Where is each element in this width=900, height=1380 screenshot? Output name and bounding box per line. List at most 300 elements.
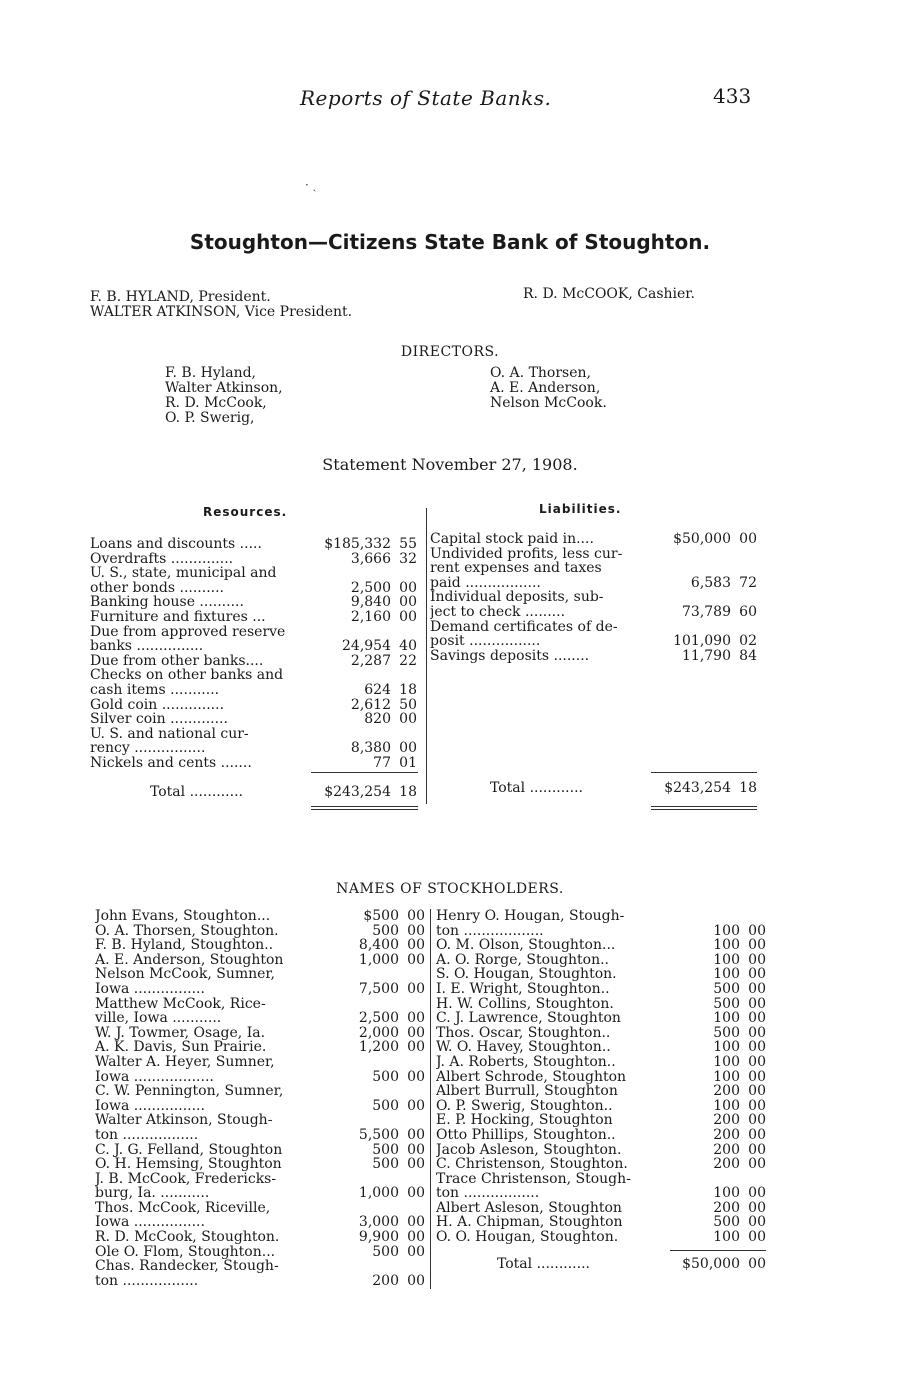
resource-row [90, 639, 417, 654]
stockholder-row [436, 924, 766, 939]
row-cents: 00 [407, 1185, 425, 1202]
row-amount: 500 [713, 1024, 740, 1041]
running-title: Reports of State Banks. [300, 86, 552, 110]
row-label: H. W. Collins, Stoughton. [436, 996, 614, 1012]
liabilities-table [430, 532, 757, 663]
stockholder-row [436, 1055, 766, 1070]
stockholder-row [95, 1099, 425, 1114]
directors-column-2 [490, 366, 607, 411]
resource-row [90, 756, 417, 771]
row-amount [303, 566, 391, 581]
stockholder-row [95, 909, 425, 924]
row-amount: 200 [713, 1199, 740, 1216]
resource-row [90, 683, 417, 698]
row-cents: 00 [748, 1156, 766, 1173]
row-amount: 100 [713, 966, 740, 983]
stockholders-left [95, 909, 425, 1288]
stockholder-row [436, 1230, 766, 1245]
row-label: Iowa .................. [95, 1069, 214, 1085]
row-cents: 22 [399, 652, 417, 669]
row-cents [399, 1113, 425, 1128]
row-amount [651, 561, 731, 576]
row-label: Individual deposits, sub- [430, 590, 604, 605]
row-amount: 200 [713, 1083, 740, 1100]
row-amount: 101,090 [673, 633, 731, 650]
liability-row [430, 547, 757, 562]
total-amount: $243,254 [664, 780, 731, 796]
row-amount: 1,200 [358, 1039, 399, 1056]
row-amount: 200 [713, 1141, 740, 1158]
row-label: A. E. Anderson, Stoughton [95, 952, 284, 968]
resource-row [90, 654, 417, 669]
row-amount [319, 1201, 399, 1216]
row-label: C. J. G. Felland, Stoughton [95, 1142, 283, 1158]
row-cents [740, 1172, 766, 1187]
liability-row [430, 576, 757, 591]
row-amount: 6,583 [690, 574, 731, 591]
stockholder-row [436, 1099, 766, 1114]
row-label: rent expenses and taxes [430, 561, 602, 576]
row-cents [391, 566, 417, 581]
row-label: E. P. Hocking, Stoughton [436, 1113, 613, 1128]
liability-row [430, 649, 757, 664]
stockholder-row [95, 1070, 425, 1085]
row-label: Walter Atkinson, Stough- [95, 1113, 273, 1128]
row-cents: 00 [407, 1010, 425, 1027]
column-divider [426, 508, 427, 804]
resource-row [90, 741, 417, 756]
resource-row [90, 698, 417, 713]
row-cents [399, 1201, 425, 1216]
print-speck: · ˏ [305, 178, 317, 192]
row-cents: 00 [739, 531, 757, 547]
row-amount: 8,380 [350, 740, 391, 757]
row-cents: 00 [748, 1053, 766, 1070]
resources-total [150, 784, 417, 800]
stockholder-row [436, 1070, 766, 1085]
stockholder-row [436, 1040, 766, 1055]
row-amount: 820 [364, 711, 391, 728]
director-name: F. B. Hyland, [165, 365, 256, 381]
row-cents: 40 [399, 638, 417, 655]
row-cents: 00 [407, 1126, 425, 1143]
row-amount: $185,332 [324, 536, 391, 552]
row-label: A. O. Rorge, Stoughton.. [436, 952, 609, 968]
stockholder-row [95, 1040, 425, 1055]
row-amount: 9,840 [350, 594, 391, 611]
row-label: Banking house .......... [90, 595, 244, 610]
row-amount: 200 [713, 1112, 740, 1129]
row-label: Nickels and cents ....... [90, 755, 252, 771]
officer-president: F. B. HYLAND, President. [90, 289, 271, 305]
director-name: Walter Atkinson, [165, 380, 283, 396]
liability-row [430, 620, 757, 635]
row-label: R. D. McCook, Stoughton. [95, 1230, 280, 1245]
row-label: posit ................ [430, 634, 541, 649]
row-cents: 00 [407, 951, 425, 968]
row-label: Capital stock paid in.... [430, 532, 594, 547]
row-label: Jacob Asleson, Stoughton. [436, 1142, 622, 1158]
row-amount: 1,000 [358, 951, 399, 968]
row-label: burg, Ia. ........... [95, 1186, 210, 1201]
officers-left [90, 290, 352, 320]
total-label: Total ............ [490, 780, 583, 796]
row-label: Trace Christenson, Stough- [436, 1171, 631, 1187]
row-amount: 100 [713, 1185, 740, 1202]
row-cents [399, 1259, 425, 1274]
resource-row [90, 566, 417, 581]
row-label: O. O. Hougan, Stoughton. [436, 1230, 619, 1245]
row-label: F. B. Hyland, Stoughton.. [95, 938, 274, 953]
row-cents [399, 1084, 425, 1099]
row-label: Matthew McCook, Rice- [95, 996, 266, 1012]
director-name: O. P. Swerig, [165, 410, 255, 426]
row-label: ject to check ......... [430, 604, 566, 620]
row-cents: 00 [748, 1126, 766, 1143]
row-label: Albert Burrull, Stoughton [436, 1084, 618, 1099]
row-amount [303, 625, 391, 640]
director-name: R. D. McCook, [165, 395, 267, 411]
resource-row [90, 537, 417, 552]
total-cents: 00 [748, 1256, 766, 1272]
stockholder-row [95, 982, 425, 997]
row-cents: 00 [748, 1083, 766, 1100]
stockholder-row [436, 1011, 766, 1026]
row-label: C. W. Pennington, Sumner, [95, 1084, 284, 1099]
liability-row [430, 605, 757, 620]
row-label: Henry O. Hougan, Stough- [436, 909, 625, 924]
row-label: W. O. Havey, Stoughton.. [436, 1040, 611, 1055]
row-label: Checks on other banks and [90, 668, 284, 683]
row-cents: 00 [407, 1156, 425, 1173]
stockholders-total-rule [670, 1250, 766, 1251]
row-label: H. A. Chipman, Stoughton [436, 1215, 623, 1231]
row-amount [660, 909, 740, 924]
row-cents [731, 620, 757, 635]
row-cents: 00 [748, 1112, 766, 1129]
total-amount: $243,254 [324, 784, 391, 800]
row-cents: 00 [748, 1141, 766, 1158]
row-amount: 500 [372, 1156, 399, 1173]
row-amount: 3,666 [350, 550, 391, 567]
total-rule [651, 772, 757, 773]
row-cents: 00 [748, 966, 766, 983]
row-amount [319, 1113, 399, 1128]
row-cents: 00 [748, 995, 766, 1012]
stockholder-row [95, 1274, 425, 1289]
row-amount: 200 [713, 1156, 740, 1173]
stockholder-row [95, 1055, 425, 1070]
row-amount [303, 727, 391, 742]
stockholder-row [436, 938, 766, 953]
stockholder-row [95, 1084, 425, 1099]
resource-row [90, 581, 417, 596]
officer-cashier: R. D. McCOOK, Cashier. [523, 286, 695, 302]
resource-row [90, 595, 417, 610]
row-amount: 5,500 [358, 1126, 399, 1143]
row-cents: 02 [739, 633, 757, 650]
row-cents: 55 [399, 536, 417, 552]
row-cents: 01 [399, 754, 417, 771]
liability-row [430, 590, 757, 605]
row-label: Thos. Oscar, Stoughton.. [436, 1025, 611, 1041]
row-label: O. M. Olson, Stoughton... [436, 938, 616, 953]
stockholder-row [436, 1186, 766, 1201]
row-label: A. K. Davis, Sun Prairie. [95, 1040, 267, 1055]
liability-row [430, 561, 757, 576]
row-label: rency ................ [90, 741, 206, 756]
row-label: other bonds .......... [90, 580, 225, 596]
row-cents: 00 [407, 1024, 425, 1041]
stockholder-row [436, 982, 766, 997]
total-double-rule [311, 809, 418, 810]
row-label: J. A. Roberts, Stoughton.. [436, 1054, 616, 1070]
stockholder-row [436, 953, 766, 968]
row-label: Furniture and fixtures ... [90, 609, 266, 625]
row-amount [319, 1172, 399, 1187]
row-amount: 500 [372, 1243, 399, 1260]
stockholder-row [95, 1011, 425, 1026]
stockholder-row [95, 1245, 425, 1260]
row-amount: 24,954 [342, 638, 391, 655]
row-amount: 100 [713, 937, 740, 954]
statement-date: Statement November 27, 1908. [322, 455, 578, 474]
row-label: ton ................. [436, 1186, 540, 1201]
row-cents: 00 [407, 1214, 425, 1231]
row-amount: 100 [713, 922, 740, 939]
row-label: Albert Schrode, Stoughton [436, 1069, 627, 1085]
row-cents: 00 [407, 1097, 425, 1114]
row-label: ton .................. [436, 923, 544, 939]
row-amount: 2,000 [358, 1024, 399, 1041]
row-amount [319, 1084, 399, 1099]
stockholder-row [436, 967, 766, 982]
row-label: O. A. Thorsen, Stoughton. [95, 923, 279, 939]
officer-vice-president: WALTER ATKINSON, Vice President. [90, 304, 353, 320]
row-amount: 100 [713, 1053, 740, 1070]
liability-row [430, 634, 757, 649]
total-cents: 18 [739, 780, 757, 796]
row-cents [399, 1055, 425, 1070]
row-label: I. E. Wright, Stoughton.. [436, 981, 610, 997]
total-label: Total ............ [150, 784, 243, 800]
row-amount: 11,790 [682, 647, 731, 664]
row-cents: 72 [739, 574, 757, 591]
row-label: banks ............... [90, 639, 204, 654]
row-amount: 100 [713, 951, 740, 968]
stockholders-right [436, 909, 766, 1245]
row-label: Iowa ................ [95, 981, 205, 997]
row-label: O. H. Hemsing, Stoughton [95, 1157, 282, 1172]
row-label: cash items ........... [90, 682, 220, 698]
row-label: Loans and discounts ..... [90, 537, 262, 552]
row-amount: 73,789 [682, 603, 731, 620]
row-label: J. B. McCook, Fredericks- [95, 1171, 277, 1187]
row-amount [660, 1172, 740, 1187]
row-cents: 00 [748, 1214, 766, 1231]
stockholder-row [95, 1157, 425, 1172]
row-cents: 00 [407, 937, 425, 954]
row-label: Undivided profits, less cur- [430, 546, 623, 562]
row-label: Demand certificates of de- [430, 619, 618, 635]
row-label: ton ................. [95, 1273, 199, 1289]
row-amount: 3,000 [358, 1214, 399, 1231]
stockholder-row [95, 1026, 425, 1041]
total-double-rule [311, 806, 418, 807]
resource-row [90, 712, 417, 727]
row-amount: 200 [713, 1126, 740, 1143]
resources-heading: Resources. [203, 505, 288, 519]
row-cents: 00 [748, 1097, 766, 1114]
row-amount [319, 997, 399, 1012]
row-cents [399, 967, 425, 982]
row-label: Iowa ................ [95, 1098, 205, 1114]
row-amount: 100 [713, 1229, 740, 1246]
row-label: Nelson McCook, Sumner, [95, 967, 276, 982]
row-cents: 00 [748, 1185, 766, 1202]
row-label: S. O. Hougan, Stoughton. [436, 967, 617, 982]
row-cents [731, 590, 757, 605]
stockholder-row [95, 1201, 425, 1216]
resources-table [90, 537, 417, 771]
row-cents: 00 [399, 711, 417, 728]
row-cents: 00 [407, 1141, 425, 1158]
row-cents: 00 [748, 922, 766, 939]
stockholder-row [436, 1084, 766, 1099]
total-double-rule [651, 806, 757, 807]
row-amount: 1,000 [358, 1185, 399, 1202]
row-amount: 500 [372, 1141, 399, 1158]
stockholder-row [436, 1128, 766, 1143]
row-cents: 00 [748, 1024, 766, 1041]
row-cents: 00 [407, 1243, 425, 1260]
row-amount: 100 [713, 1068, 740, 1085]
row-amount [319, 1259, 399, 1274]
row-label: ton ................. [95, 1127, 199, 1143]
total-label: Total ............ [497, 1256, 590, 1272]
row-amount: 9,900 [358, 1229, 399, 1246]
row-cents: 00 [407, 908, 425, 924]
liability-row [430, 532, 757, 547]
row-amount: 100 [713, 1039, 740, 1056]
row-label: ville, Iowa ........... [95, 1011, 222, 1026]
stockholders-total [497, 1256, 766, 1272]
stockholder-row [95, 1143, 425, 1158]
row-cents: 00 [748, 1010, 766, 1027]
row-cents: 00 [407, 1068, 425, 1085]
row-label: Due from other banks.... [90, 653, 264, 669]
row-amount: 100 [713, 1010, 740, 1027]
row-cents [731, 547, 757, 562]
row-amount: 500 [372, 922, 399, 939]
row-label: C. J. Lawrence, Stoughton [436, 1011, 621, 1026]
stockholder-row [95, 938, 425, 953]
row-cents: 00 [748, 1199, 766, 1216]
stockholder-row [436, 1215, 766, 1230]
row-label: Albert Asleson, Stoughton [436, 1200, 622, 1216]
total-rule [311, 772, 418, 773]
total-double-rule [651, 809, 757, 810]
resource-row [90, 610, 417, 625]
stockholder-row [436, 1201, 766, 1216]
stockholder-row [95, 1186, 425, 1201]
row-amount: 500 [713, 980, 740, 997]
row-cents: 00 [399, 608, 417, 625]
stockholder-row [436, 1113, 766, 1128]
row-label: Savings deposits ........ [430, 648, 590, 664]
stockholder-row [436, 997, 766, 1012]
row-cents: 00 [399, 740, 417, 757]
row-amount: 2,500 [350, 579, 391, 596]
stockholder-row [436, 1157, 766, 1172]
row-amount: 624 [364, 681, 391, 698]
row-cents [399, 1172, 425, 1187]
resource-row [90, 552, 417, 567]
row-cents: 00 [748, 937, 766, 954]
row-cents [391, 668, 417, 683]
row-label: U. S. and national cur- [90, 726, 249, 742]
row-cents: 18 [399, 681, 417, 698]
row-cents: 84 [739, 647, 757, 664]
resource-row [90, 727, 417, 742]
row-label: Chas. Randecker, Stough- [95, 1259, 279, 1274]
liabilities-heading: Liabilities. [539, 502, 622, 516]
liabilities-total [490, 780, 757, 796]
row-cents [399, 997, 425, 1012]
row-amount: 500 [713, 995, 740, 1012]
row-amount: 2,500 [358, 1010, 399, 1027]
row-cents: 00 [399, 579, 417, 596]
row-label: Gold coin .............. [90, 697, 225, 713]
row-amount: 100 [713, 1097, 740, 1114]
row-amount: 500 [372, 1068, 399, 1085]
row-cents: 00 [407, 1039, 425, 1056]
row-label: Silver coin ............. [90, 712, 228, 727]
row-cents: 00 [407, 1229, 425, 1246]
row-label: Otto Phillips, Stoughton.. [436, 1127, 616, 1143]
stockholder-row [95, 967, 425, 982]
row-label: paid ................. [430, 575, 541, 591]
row-label: Walter A. Heyer, Sumner, [95, 1054, 275, 1070]
row-cents: 00 [748, 1039, 766, 1056]
stockholder-row [436, 1143, 766, 1158]
total-cents: 18 [399, 784, 417, 800]
row-cents: 00 [748, 951, 766, 968]
director-name: O. A. Thorsen, [490, 365, 591, 381]
row-cents [391, 625, 417, 640]
stockholder-row [95, 997, 425, 1012]
row-label: Overdrafts .............. [90, 551, 234, 567]
stockholder-row [95, 1113, 425, 1128]
row-amount [651, 547, 731, 562]
row-amount: 500 [713, 1214, 740, 1231]
row-label: C. Christenson, Stoughton. [436, 1157, 628, 1172]
stockholders-divider [430, 909, 431, 1289]
row-label: Ole O. Flom, Stoughton... [95, 1244, 276, 1260]
row-amount: 200 [372, 1272, 399, 1289]
row-amount: 8,400 [358, 937, 399, 954]
row-label: U. S., state, municipal and [90, 566, 277, 581]
row-amount [303, 668, 391, 683]
stockholder-row [95, 924, 425, 939]
row-cents: 00 [748, 1068, 766, 1085]
row-amount: 7,500 [358, 980, 399, 997]
stockholder-row [436, 909, 766, 924]
row-cents: 00 [399, 594, 417, 611]
row-amount: $50,000 [673, 531, 731, 547]
row-amount [651, 590, 731, 605]
page-number: 433 [713, 84, 752, 108]
